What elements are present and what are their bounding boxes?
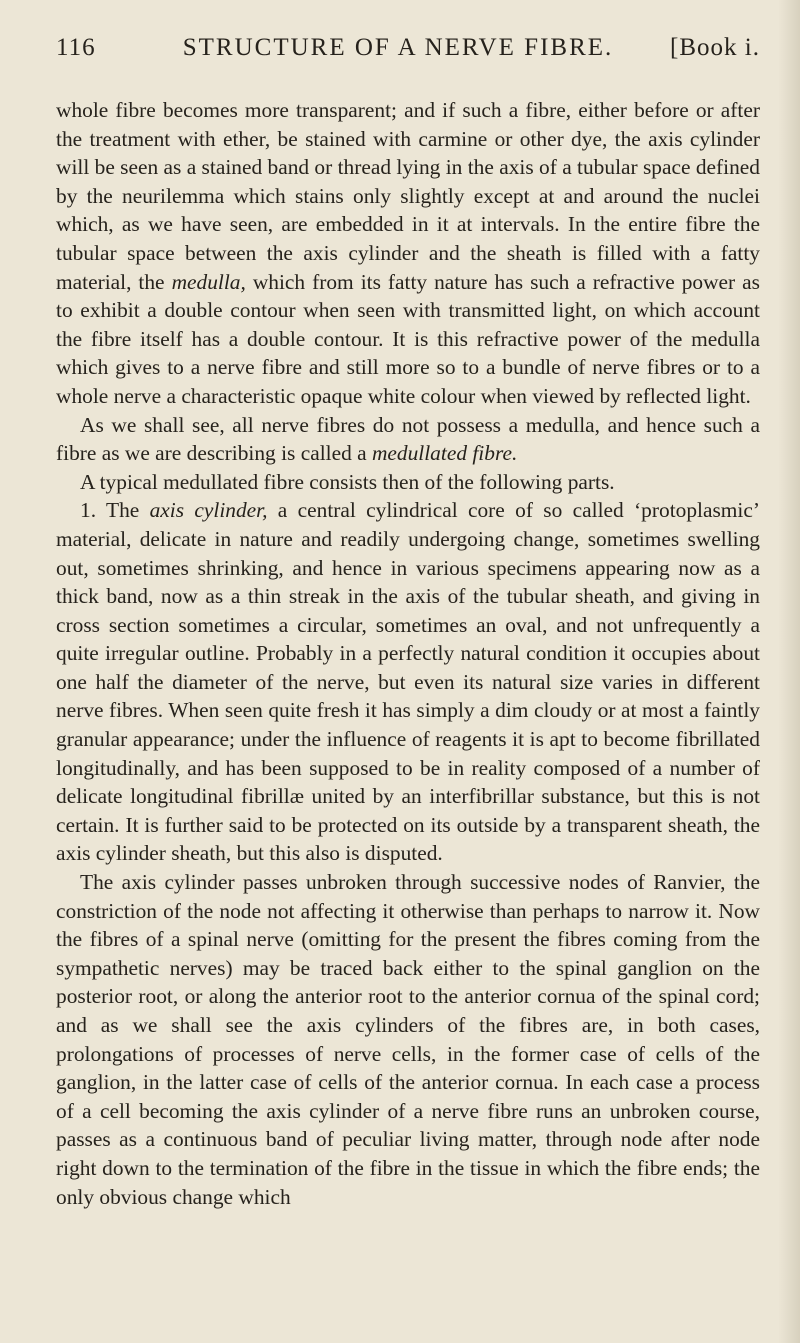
italic-term: medulla,	[171, 269, 246, 294]
text-run: a central cylindrical core of so called ‘protoplasmic’ material, delicate in nature and readily undergoing change, sometimes swelling out, sometimes shrinking, and hence in various specimens appearing now as a thick band, now as a thin streak in the axis of the tubular sheath, and giving in cross section sometimes a circular, sometimes an oval, and not unfrequently a quite irregular outline. Probably in a perfectly natural condition it occupies about one half the diameter of the nerve, but even its natural size varies in different nerve fibres. When seen quite fresh it has simply a dim cloudy or at most a faintly granular appearance; under the influence of reagents it is apt to become fibrillated longitudinally, and has been supposed to be in reality composed of a number of delicate longitudinal fibrillæ united by an interfibrillar substance, but this is not certain. It is further said to be protected on its outside by a transparent sheath, the axis cylinder sheath, but this also is disputed.	[56, 498, 760, 866]
italic-term: medullated fibre.	[371, 441, 518, 466]
paragraph	[56, 496, 760, 868]
paragraph	[56, 411, 760, 468]
page-edge-shadow	[778, 0, 800, 1343]
running-head	[56, 34, 760, 74]
book-marker: [Book i.	[670, 34, 760, 61]
italic-term: axis cylinder,	[149, 498, 268, 523]
text-run: The axis cylinder passes unbroken through successive nodes of Ranvier, the constriction of the node not affecting it otherwise than perhaps to narrow it. Now the fibres of a spinal nerve (omitting for the present the fibres coming from the sympathetic nerves) may be traced back either to the spinal ganglion on the posterior root, or along the anterior root to the anterior cornua of the spinal cord; and as we shall see the axis cylinders of the fibres are, in both cases, prolongations of processes of nerve cells, in the former case of cells of the ganglion, in the latter case of cells of the anterior cornua. In each case a process of a cell becoming the axis cylinder of a nerve fibre runs an unbroken course, passes as a continuous band of peculiar living matter, through node after node right down to the termination of the fibre in the tissue in which the fibre ends; the only obvious change which	[56, 870, 760, 1209]
running-title: STRUCTURE OF A NERVE FIBRE.	[182, 34, 614, 61]
text-run: 1. The	[80, 498, 150, 523]
body-text	[56, 96, 760, 1211]
text-run: As we shall see, all nerve fibres do not possess a medulla, and hence such a fibre as we are describing is called a	[56, 412, 760, 466]
text-run: whole fibre becomes more transparent; and if such a fibre, either before or after the treatment with ether, be stained with carmine or other dye, the axis cylinder will be seen as a stained band or thread lying in the axis of a tubular space defined by the neurilemma which stains only slightly except at and around the nuclei which, as we have seen, are embedded in it at intervals. In the entire fibre the tubular space between the axis cylinder and the sheath is filled with a fatty material, the	[56, 98, 760, 294]
text-run: which from its fatty nature has such a refractive power as to exhibit a double contour when seen with transmitted light, on which account the fibre itself has a double contour. It is this refractive power of the medulla which gives to a nerve fibre and still more so to a bundle of nerve fibres or to a whole nerve a characteristic opaque white colour when viewed by reflected light.	[56, 269, 760, 408]
paragraph	[56, 868, 760, 1211]
text-run: A typical medullated fibre consists then of the following parts.	[80, 469, 615, 494]
paragraph	[56, 96, 760, 411]
paragraph	[56, 468, 760, 497]
page-number: 116	[56, 34, 96, 61]
